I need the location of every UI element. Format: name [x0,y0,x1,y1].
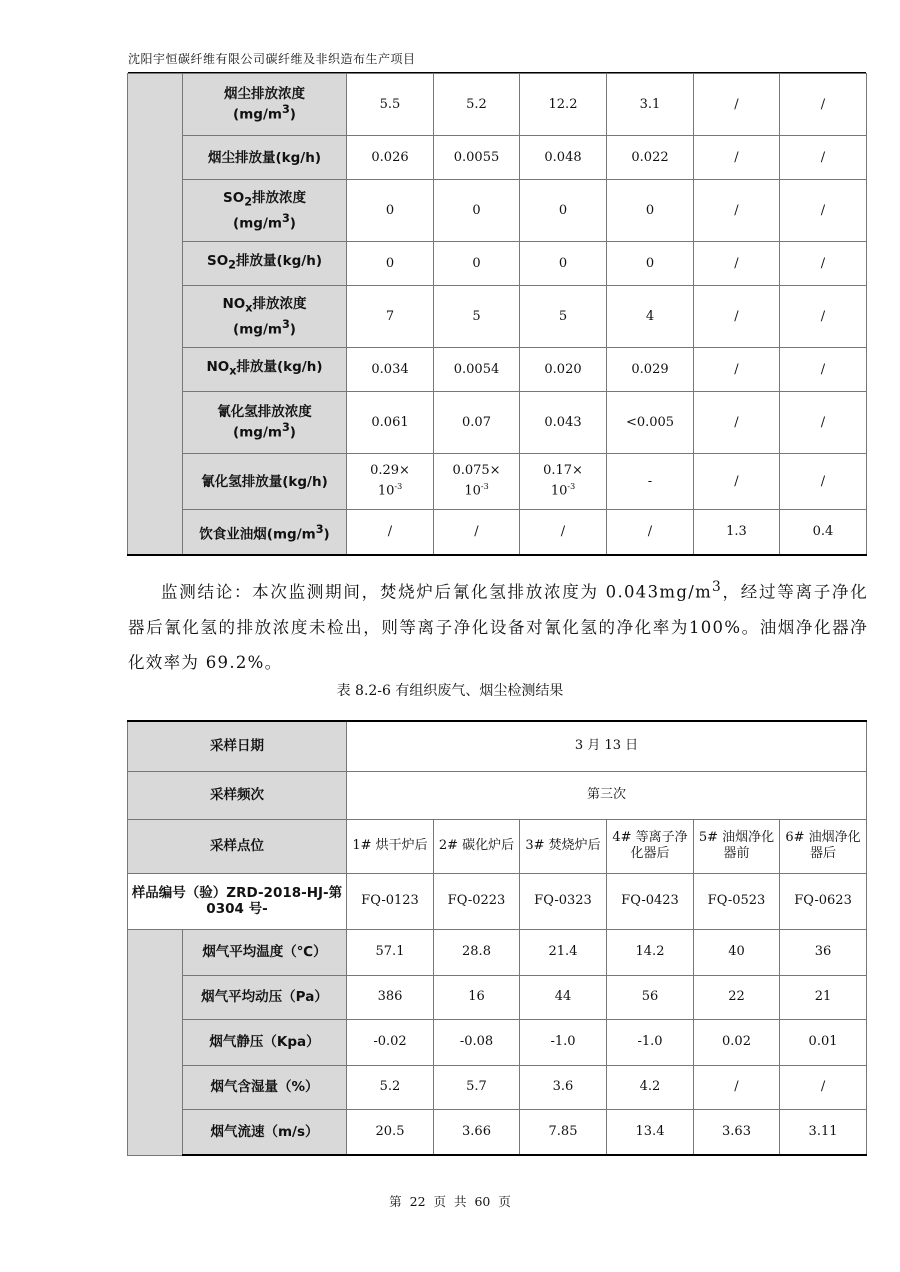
sampling-point: 6# 油烟净化器后 [780,819,867,873]
table-cell: -0.08 [434,1019,520,1065]
table-cell: 3.66 [434,1109,520,1155]
table-cell: 3.1 [607,74,694,136]
table-cell: 0 [434,242,520,286]
table-cell: 4.2 [607,1065,694,1109]
table-cell: 0.4 [780,510,867,555]
sampling-date: 3 月 13 日 [347,721,867,771]
table-cell: / [780,180,867,242]
table-cell: / [434,510,520,555]
sample-id: FQ-0123 [347,873,434,929]
table-cell: / [780,74,867,136]
table-cell: 20.5 [347,1109,434,1155]
row-label: 烟尘排放量(kg/h) [183,136,347,180]
table-row [128,392,867,454]
table-cell: 28.8 [434,929,520,975]
table-cell: 7 [347,286,434,348]
table-row [128,348,867,392]
table-cell: 5 [520,286,607,348]
table-cell: 386 [347,975,434,1019]
sampling-frequency: 第三次 [347,771,867,819]
table-cell: 3.11 [780,1109,867,1155]
table-cell: -1.0 [607,1019,694,1065]
sample-id: FQ-0423 [607,873,694,929]
row-label: 采样点位 [128,819,347,873]
table-cell: 0.034 [347,348,434,392]
table-cell: 0.029 [607,348,694,392]
table-row [128,286,867,348]
table-cell: 0 [607,180,694,242]
table-cell: / [694,454,780,510]
table-cell: <0.005 [607,392,694,454]
table-row [128,136,867,180]
row-label: 氰化氢排放量(kg/h) [183,454,347,510]
table-cell: 21.4 [520,929,607,975]
sample-id: FQ-0323 [520,873,607,929]
table-cell: 0 [607,242,694,286]
sample-id: FQ-0623 [780,873,867,929]
table-cell: 0.02 [694,1019,780,1065]
table-row [128,454,867,510]
table-cell: / [780,454,867,510]
table-cell: / [520,510,607,555]
sampling-point: 2# 碳化炉后 [434,819,520,873]
row-label: 烟气平均温度（℃） [183,929,347,975]
row-label: 烟气平均动压（Pa） [183,975,347,1019]
table-cell: 21 [780,975,867,1019]
table-row [128,929,867,975]
page-header: 沈阳宇恒碳纤维有限公司碳纤维及非织造布生产项目 [128,52,416,66]
table-row [128,771,867,819]
table-row [128,819,867,873]
sampling-point: 4# 等离子净化器后 [607,819,694,873]
row-group-cell [128,74,183,555]
table-row [128,510,867,555]
table-cell: 0 [520,242,607,286]
table-cell: 14.2 [607,929,694,975]
table-cell: / [694,136,780,180]
table-cell: 40 [694,929,780,975]
emission-results-table [127,720,867,1156]
sample-id: FQ-0523 [694,873,780,929]
table-cell: 0.048 [520,136,607,180]
table-cell: / [347,510,434,555]
sample-id: FQ-0223 [434,873,520,929]
row-label: 烟尘排放浓度 $(mg/m^3)$ [183,74,347,136]
table-cell: 0.022 [607,136,694,180]
table-row [128,1109,867,1155]
table-cell: 0.29× $10^{-3}$ [347,454,434,510]
table-cell: 5.2 [434,74,520,136]
table-cell: 0 [520,180,607,242]
table-cell: 3.6 [520,1065,607,1109]
table-cell: 5.2 [347,1065,434,1109]
sampling-point: 3# 焚烧炉后 [520,819,607,873]
table-cell: 0.043 [520,392,607,454]
table-cell: / [694,180,780,242]
table-cell: -0.02 [347,1019,434,1065]
table-cell: 5.5 [347,74,434,136]
table-cell: / [780,242,867,286]
table-cell: 0.0054 [434,348,520,392]
table-cell: / [780,392,867,454]
row-label: 采样频次 [128,771,347,819]
table-cell: 0.07 [434,392,520,454]
row-label: 烟气流速（m/s） [183,1109,347,1155]
table-cell: 0.020 [520,348,607,392]
table-cell: / [780,136,867,180]
table-cell: 3.63 [694,1109,780,1155]
table-cell: / [694,74,780,136]
table-cell: 12.2 [520,74,607,136]
table-cell: 0.17× $10^{-3}$ [520,454,607,510]
table-cell: / [694,392,780,454]
table-cell: 0.061 [347,392,434,454]
table-cell: 5.7 [434,1065,520,1109]
table-cell: / [694,286,780,348]
table-cell: 0 [347,180,434,242]
table-cell: 0.0055 [434,136,520,180]
table-cell: / [780,348,867,392]
table-cell: 56 [607,975,694,1019]
row-label: $NO_x$排放浓度 $(mg/m^3)$ [183,286,347,348]
table-cell: 5 [434,286,520,348]
row-label: $SO_2$排放浓度 $(mg/m^3)$ [183,180,347,242]
table-cell: 36 [780,929,867,975]
table-cell: 1.3 [694,510,780,555]
monitoring-conclusion: 监测结论：本次监测期间，焚烧炉后氰化氢排放浓度为 $0.043mg/m^3$，经过等离子净化器后氰化氢的排放浓度未检出，则等离子净化设备对氰化氢的净化率为100%。油烟净化器净化效率为 69.2%。 [128,579,868,672]
table-row [128,1065,867,1109]
table-caption: 表 8.2-6 有组织废气、烟尘检测结果 [336,683,564,699]
row-label: $SO_2$排放量(kg/h) [183,242,347,286]
row-label: $NO_x$排放量(kg/h) [183,348,347,392]
table-cell: / [780,286,867,348]
table-cell: / [607,510,694,555]
table-row [128,975,867,1019]
table-row [128,873,867,929]
page-footer: 第 22 页 共 60 页 [389,1194,511,1209]
emission-results-table-continued [127,73,867,556]
table-cell: 13.4 [607,1109,694,1155]
table-cell: 0.026 [347,136,434,180]
table-cell: 0 [347,242,434,286]
sampling-point: 1# 烘干炉后 [347,819,434,873]
table-cell: -1.0 [520,1019,607,1065]
table-cell: 16 [434,975,520,1019]
table-cell: 57.1 [347,929,434,975]
table-row [128,242,867,286]
table-row [128,1019,867,1065]
table-cell: 0 [434,180,520,242]
table-cell: 22 [694,975,780,1019]
row-label: 氰化氢排放浓度 $(mg/m^3)$ [183,392,347,454]
row-label: 饮食业油烟$(mg/m^3)$ [183,510,347,555]
row-group-cell [128,929,183,1155]
table-row [128,721,867,771]
table-cell: / [780,1065,867,1109]
table-cell: / [694,242,780,286]
table-cell: - [607,454,694,510]
table-cell: 0.075× $10^{-3}$ [434,454,520,510]
row-label: 样品编号（验）ZRD-2018-HJ-第 0304 号- [128,873,347,929]
row-label: 烟气静压（Kpa） [183,1019,347,1065]
table-cell: 4 [607,286,694,348]
table-cell: 7.85 [520,1109,607,1155]
sampling-point: 5# 油烟净化器前 [694,819,780,873]
table-row [128,180,867,242]
table-cell: 44 [520,975,607,1019]
table-cell: 0.01 [780,1019,867,1065]
table-cell: / [694,348,780,392]
row-label: 采样日期 [128,721,347,771]
table-cell: / [694,1065,780,1109]
row-label: 烟气含湿量（%） [183,1065,347,1109]
table-row [128,74,867,136]
